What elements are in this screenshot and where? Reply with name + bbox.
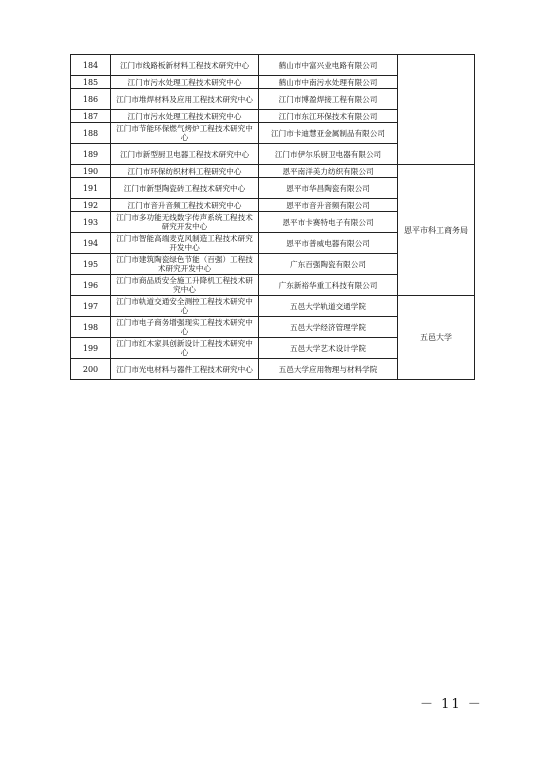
center-name: 江门市红木家具创新设计工程技术研究中心 xyxy=(111,338,259,359)
center-name: 江门市轨道交通安全测控工程技术研究中心 xyxy=(111,296,259,317)
center-name: 江门市新型厨卫电器工程技术研究中心 xyxy=(111,144,259,165)
host-organization: 恩平市普威电器有限公司 xyxy=(259,233,398,254)
host-organization: 广东新裕华重工科技有限公司 xyxy=(259,275,398,296)
center-name: 江门市电子商务增强现实工程技术研究中心 xyxy=(111,317,259,338)
row-number: 200 xyxy=(71,359,111,380)
host-organization: 恩平市音升音频有限公司 xyxy=(259,199,398,212)
row-number: 190 xyxy=(71,165,111,178)
center-name: 江门市污水处理工程技术研究中心 xyxy=(111,76,259,89)
table-row xyxy=(71,55,475,76)
row-number: 189 xyxy=(71,144,111,165)
host-organization: 恩平市华昌陶瓷有限公司 xyxy=(259,178,398,199)
host-organization: 江门市伊尔乐厨卫电器有限公司 xyxy=(259,144,398,165)
host-organization: 江门市东江环保技术有限公司 xyxy=(259,110,398,123)
center-name: 江门市音升音频工程技术研究中心 xyxy=(111,199,259,212)
center-name: 江门市智能高端麦克风制造工程技术研究开发中心 xyxy=(111,233,259,254)
row-number: 184 xyxy=(71,55,111,76)
row-number: 198 xyxy=(71,317,111,338)
row-number: 191 xyxy=(71,178,111,199)
center-name: 江门市污水处理工程技术研究中心 xyxy=(111,110,259,123)
host-organization: 江门市博盈焊接工程有限公司 xyxy=(259,89,398,110)
department-enping: 恩平市科工商务局 xyxy=(398,165,475,296)
row-number: 185 xyxy=(71,76,111,89)
row-number: 194 xyxy=(71,233,111,254)
center-name: 江门市堆焊材料及应用工程技术研究中心 xyxy=(111,89,259,110)
center-name: 江门市商品质安全施工升降机工程技术研究中心 xyxy=(111,275,259,296)
host-organization: 鹤山市中南污水处理有限公司 xyxy=(259,76,398,89)
row-number: 195 xyxy=(71,254,111,275)
row-number: 193 xyxy=(71,212,111,233)
host-organization: 鹤山市中富兴业电路有限公司 xyxy=(259,55,398,76)
center-name: 江门市建筑陶瓷绿色节能（百强）工程技术研究开发中心 xyxy=(111,254,259,275)
center-name: 江门市新型陶瓷砖工程技术研究中心 xyxy=(111,178,259,199)
row-number: 187 xyxy=(71,110,111,123)
department-cell-empty xyxy=(398,55,475,165)
host-organization: 五邑大学轨道交通学院 xyxy=(259,296,398,317)
host-organization: 江门市卡迪慧亚金属制品有限公司 xyxy=(259,123,398,144)
center-name: 江门市多功能无线数字传声系统工程技术研究开发中心 xyxy=(111,212,259,233)
document-table xyxy=(70,54,475,380)
host-organization: 恩平南洋美力纺织有限公司 xyxy=(259,165,398,178)
center-name: 江门市光电材料与器件工程技术研究中心 xyxy=(111,359,259,380)
host-organization: 广东百强陶瓷有限公司 xyxy=(259,254,398,275)
table-row xyxy=(71,165,475,178)
row-number: 192 xyxy=(71,199,111,212)
center-name: 江门市环保纺织材料工程研究中心 xyxy=(111,165,259,178)
row-number: 186 xyxy=(71,89,111,110)
host-organization: 五邑大学应用物理与材料学院 xyxy=(259,359,398,380)
host-organization: 五邑大学经济管理学院 xyxy=(259,317,398,338)
center-name: 江门市线路板新材料工程技术研究中心 xyxy=(111,55,259,76)
row-number: 196 xyxy=(71,275,111,296)
department-wuyi-university: 五邑大学 xyxy=(398,296,475,380)
host-organization: 五邑大学艺术设计学院 xyxy=(259,338,398,359)
center-name: 江门市节能环保燃气烤炉工程技术研究中心 xyxy=(111,123,259,144)
row-number: 199 xyxy=(71,338,111,359)
host-organization: 恩平市卡赛特电子有限公司 xyxy=(259,212,398,233)
row-number: 188 xyxy=(71,123,111,144)
page-number: － 11 － xyxy=(420,697,483,712)
table-row xyxy=(71,296,475,317)
row-number: 197 xyxy=(71,296,111,317)
